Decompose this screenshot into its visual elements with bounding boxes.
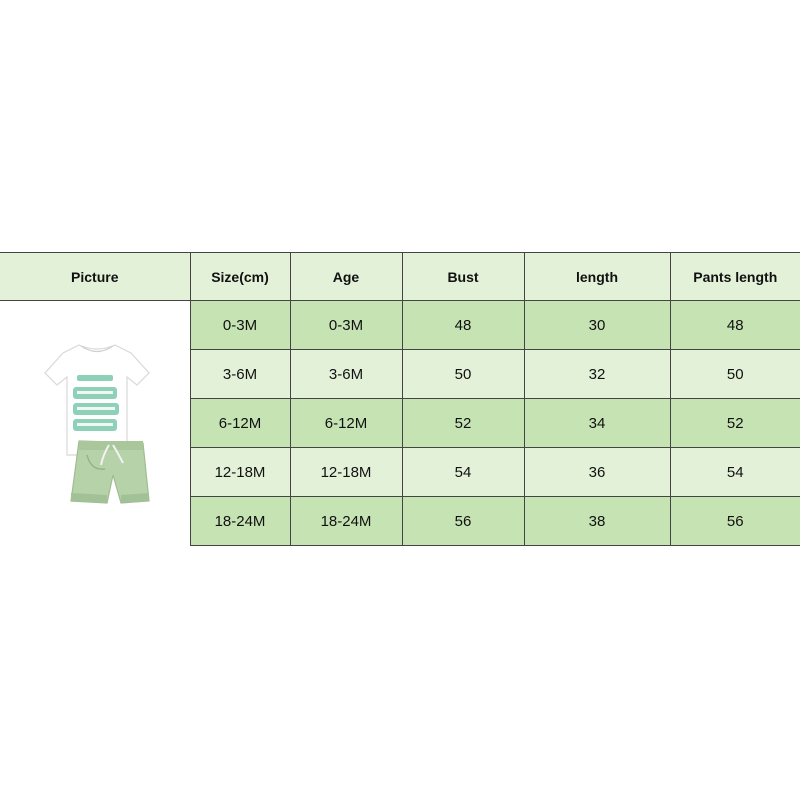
tshirt-icon [45,345,149,455]
cell-size: 0-3M [190,301,290,350]
cell-pants-length: 54 [670,448,800,497]
cell-pants-length: 48 [670,301,800,350]
cell-bust: 52 [402,399,524,448]
cell-size: 6-12M [190,399,290,448]
cell-pants-length: 52 [670,399,800,448]
header-row [0,253,800,301]
cell-age: 18-24M [290,497,402,546]
header-age: Age [290,253,402,301]
header-picture: Picture [0,253,190,301]
table-row [0,301,800,350]
cell-pants-length: 56 [670,497,800,546]
cell-age: 12-18M [290,448,402,497]
header-bust: Bust [402,253,524,301]
cell-age: 3-6M [290,350,402,399]
cell-length: 36 [524,448,670,497]
header-size: Size(cm) [190,253,290,301]
header-length: length [524,253,670,301]
cell-length: 38 [524,497,670,546]
cell-size: 18-24M [190,497,290,546]
cell-age: 0-3M [290,301,402,350]
cell-age: 6-12M [290,399,402,448]
cell-bust: 48 [402,301,524,350]
cell-length: 34 [524,399,670,448]
tshirt-shorts-set-icon [15,323,175,523]
cell-size: 12-18M [190,448,290,497]
header-pants-length: Pants length [670,253,800,301]
cell-size: 3-6M [190,350,290,399]
cell-bust: 54 [402,448,524,497]
picture-cell [0,301,190,546]
cell-length: 30 [524,301,670,350]
cell-bust: 50 [402,350,524,399]
cell-bust: 56 [402,497,524,546]
cell-length: 32 [524,350,670,399]
cell-pants-length: 50 [670,350,800,399]
size-chart-table [0,252,800,546]
